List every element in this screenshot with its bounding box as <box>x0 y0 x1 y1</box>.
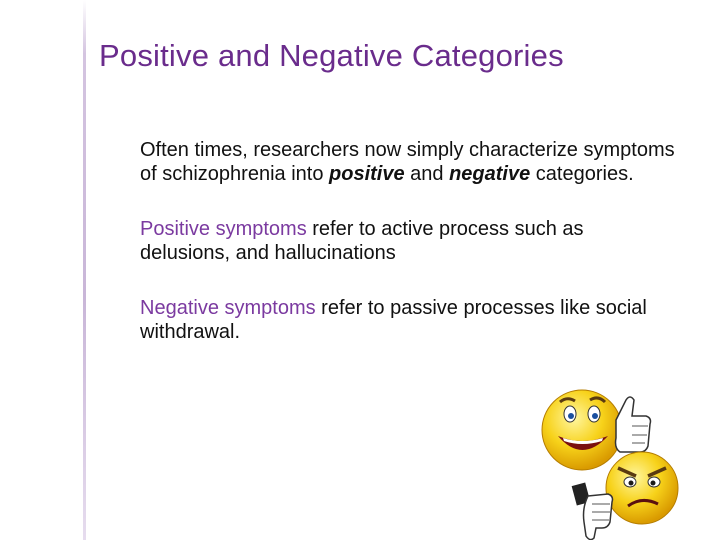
bullet-text: and <box>404 163 450 185</box>
bullet-text: Often times, researchers now simply characterize symptoms of schizophrenia into <box>140 139 675 185</box>
positive-emphasis: positive <box>329 163 405 185</box>
bullet-item-negative <box>118 296 678 344</box>
bullet-item-categories <box>118 138 678 186</box>
bullet-text: categories. <box>530 163 634 185</box>
slide-title: Positive and Negative Categories <box>99 38 564 73</box>
vertical-accent-line <box>83 0 86 540</box>
negative-symptoms-term: Negative symptoms <box>140 297 316 319</box>
bullet-list <box>118 138 678 375</box>
smileys-illustration <box>530 372 690 540</box>
bullet-text: refer to active process such as delusions, and hallucinations <box>140 218 584 264</box>
bullet-item-positive <box>118 217 678 265</box>
positive-symptoms-term: Positive symptoms <box>140 218 307 240</box>
negative-emphasis: negative <box>449 163 531 185</box>
bullet-text: refer to passive processes like social withdrawal. <box>140 297 647 343</box>
